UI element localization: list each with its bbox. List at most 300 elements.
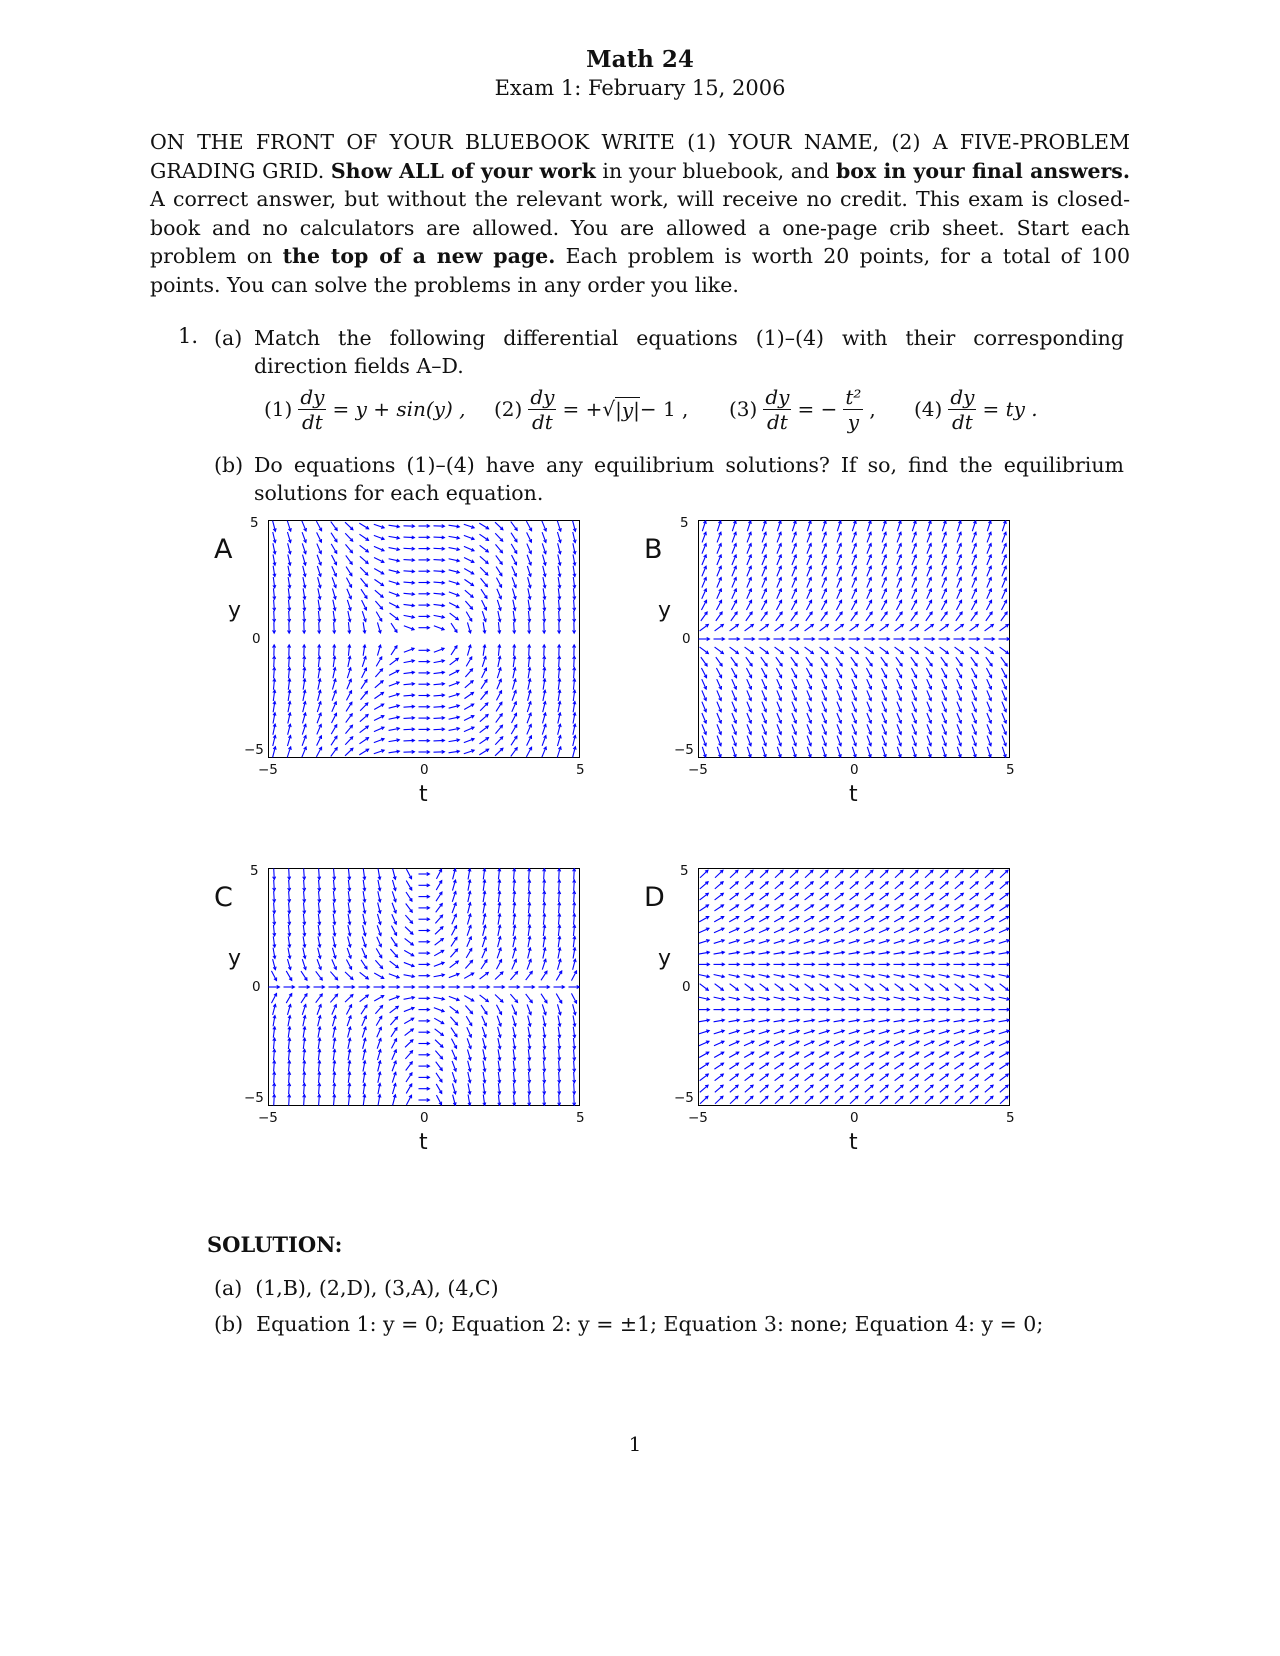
field-arrow <box>419 929 430 932</box>
field-arrow <box>419 1031 430 1034</box>
field-arrow <box>819 1008 830 1011</box>
field-arrow <box>804 1052 814 1057</box>
field-arrow <box>941 600 946 610</box>
field-arrow <box>389 525 400 528</box>
field-arrow <box>468 880 471 891</box>
field-arrow <box>744 917 754 922</box>
field-arrow <box>971 600 976 610</box>
field-arrow <box>348 645 351 656</box>
field-arrow <box>836 668 841 678</box>
field-arrow <box>762 521 766 531</box>
field-arrow <box>498 1038 501 1049</box>
field-arrow <box>480 972 489 979</box>
field-arrow <box>451 623 457 632</box>
field-arrow <box>362 656 366 666</box>
field-arrow <box>573 925 576 936</box>
field-arrow <box>894 1063 903 1069</box>
field-arrow <box>882 713 887 723</box>
field-arrow <box>774 1041 784 1046</box>
field-arrow <box>468 1072 471 1083</box>
field-arrow <box>895 882 903 889</box>
field-arrow <box>527 544 532 554</box>
field-arrow <box>392 1061 396 1071</box>
field-arrow <box>303 925 306 936</box>
field-arrow <box>273 1015 276 1026</box>
field-arrow <box>543 577 546 588</box>
field-arrow <box>496 691 501 701</box>
field-arrow <box>927 702 932 712</box>
field-arrow <box>822 555 827 565</box>
field-arrow <box>897 747 901 757</box>
field-arrow <box>864 1041 874 1046</box>
field-arrow <box>714 963 725 966</box>
field-arrow <box>318 600 321 611</box>
field-arrow <box>303 902 306 913</box>
field-arrow <box>404 950 414 955</box>
field-arrow <box>573 713 576 724</box>
field-arrow <box>389 739 400 742</box>
instructions-text-2: in your bluebook, and <box>595 158 836 183</box>
field-arrow <box>804 997 815 1000</box>
field-arrow <box>702 747 706 757</box>
field-arrow <box>436 892 442 901</box>
field-arrow <box>925 1074 934 1081</box>
field-arrow <box>762 544 766 554</box>
field-arrow <box>273 600 276 611</box>
field-arrow <box>806 600 811 610</box>
field-arrow <box>1000 984 1009 991</box>
x-tick-left: −5 <box>688 1110 708 1126</box>
field-arrow <box>747 679 752 689</box>
field-arrow <box>954 1030 964 1034</box>
field-arrow <box>987 544 991 554</box>
field-arrow <box>464 568 474 573</box>
field-arrow <box>762 555 767 565</box>
field-arrow <box>715 624 724 631</box>
field-arrow <box>347 668 351 678</box>
field-arrow <box>543 645 546 656</box>
field-arrow <box>865 647 874 654</box>
field-arrow <box>362 600 367 610</box>
field-arrow <box>288 1095 291 1106</box>
field-arrow <box>819 951 830 954</box>
field-arrow <box>954 1019 965 1022</box>
field-arrow <box>404 962 414 966</box>
field-arrow <box>746 612 752 621</box>
field-arrow <box>759 1019 770 1022</box>
field-arrow <box>790 882 798 889</box>
equation-3-derivative <box>763 385 791 434</box>
field-arrow <box>807 555 812 565</box>
field-arrow <box>542 713 546 724</box>
field-arrow <box>348 1083 351 1094</box>
field-arrow <box>273 891 276 902</box>
field-arrow <box>543 891 546 902</box>
field-arrow <box>776 612 782 621</box>
field-arrow <box>558 1072 561 1083</box>
field-arrow <box>745 1085 753 1092</box>
field-arrow <box>762 589 767 599</box>
part-a-text: Match the following differential equations (1)–(4) with their corresponding direction fields A–D. <box>254 326 1124 378</box>
field-arrow <box>896 612 902 621</box>
field-arrow <box>985 624 994 631</box>
equation-3-num: dy <box>765 384 790 409</box>
field-arrow <box>333 668 336 679</box>
field-arrow <box>970 1096 978 1104</box>
field-arrow <box>852 702 857 712</box>
field-arrow <box>404 660 415 663</box>
field-arrow <box>837 532 841 542</box>
field-arrow <box>389 592 399 596</box>
field-arrow <box>954 928 964 933</box>
field-arrow <box>717 679 722 689</box>
field-arrow <box>714 1019 725 1022</box>
field-arrow <box>791 600 796 610</box>
field-arrow <box>483 914 486 925</box>
field-arrow <box>317 532 322 542</box>
field-arrow <box>867 544 871 554</box>
field-arrow <box>288 667 291 678</box>
equation-2 <box>494 377 688 441</box>
field-arrow <box>927 555 932 565</box>
field-arrow <box>699 1052 709 1057</box>
field-arrow <box>288 1027 291 1038</box>
field-arrow <box>391 937 397 946</box>
field-arrow <box>573 679 576 690</box>
field-arrow <box>374 996 384 1001</box>
field-arrow <box>449 603 459 608</box>
field-arrow <box>494 985 505 988</box>
field-arrow <box>419 1042 430 1045</box>
field-arrow <box>879 637 890 640</box>
field-arrow <box>483 622 486 633</box>
field-arrow <box>717 713 722 723</box>
field-arrow <box>969 905 978 911</box>
field-arrow <box>969 1008 980 1011</box>
field-arrow <box>717 577 722 587</box>
field-arrow <box>558 724 562 735</box>
field-arrow <box>805 647 814 654</box>
field-arrow <box>542 747 547 757</box>
field-arrow <box>480 703 488 711</box>
field-arrow <box>303 656 306 667</box>
field-arrow <box>805 1085 813 1092</box>
field-arrow <box>317 566 321 576</box>
field-arrow <box>434 671 445 674</box>
field-arrow <box>434 950 444 955</box>
problem-part-a <box>214 324 1130 380</box>
field-arrow <box>302 959 306 969</box>
field-arrow <box>987 747 991 757</box>
field-arrow <box>774 951 785 954</box>
field-arrow <box>984 1030 994 1034</box>
field-arrow <box>374 973 384 978</box>
x-tick-left: −5 <box>258 762 278 778</box>
instructions-bold-2: box in your final answers. <box>835 158 1130 183</box>
field-arrow <box>558 880 561 891</box>
field-arrow <box>1001 600 1006 610</box>
field-arrow <box>419 1008 430 1011</box>
field-arrow <box>957 521 961 531</box>
field-arrow <box>434 682 445 685</box>
field-arrow <box>573 667 576 678</box>
field-arrow <box>512 589 516 600</box>
field-arrow <box>345 544 352 552</box>
y-tick-top: 5 <box>680 515 689 531</box>
field-arrow <box>419 1076 430 1079</box>
field-arrow <box>759 963 770 966</box>
field-arrow <box>716 657 722 666</box>
field-arrow <box>957 736 961 746</box>
field-arrow <box>969 637 980 640</box>
field-arrow <box>745 893 754 900</box>
field-arrow <box>879 1041 889 1046</box>
field-arrow <box>894 1041 904 1046</box>
field-arrow <box>528 1061 531 1072</box>
field-arrow <box>466 948 472 958</box>
field-arrow <box>836 600 841 610</box>
field-arrow <box>924 1030 934 1034</box>
field-arrow <box>987 577 992 587</box>
panel-label-d: D <box>644 882 665 913</box>
field-arrow <box>511 544 517 554</box>
field-arrow <box>852 532 856 542</box>
field-arrow <box>419 581 430 584</box>
field-arrow <box>866 612 872 621</box>
field-arrow <box>971 668 976 678</box>
field-arrow <box>909 1063 918 1069</box>
field-arrow <box>450 1006 459 1013</box>
field-arrow <box>404 615 415 618</box>
field-arrow <box>449 985 460 988</box>
field-arrow <box>925 1085 933 1092</box>
field-arrow <box>985 984 994 991</box>
field-arrow <box>865 1085 873 1092</box>
field-arrow <box>348 1061 351 1072</box>
field-arrow <box>451 937 457 946</box>
field-arrow <box>882 566 887 576</box>
field-arrow <box>348 914 351 925</box>
field-arrow <box>360 556 368 563</box>
field-arrow <box>717 724 721 734</box>
field-arrow <box>942 713 947 723</box>
field-arrow <box>363 1095 366 1106</box>
field-arrow <box>834 1063 843 1069</box>
field-arrow <box>528 902 531 913</box>
field-arrow <box>879 975 890 978</box>
field-arrow <box>363 1072 366 1083</box>
field-arrow <box>717 702 722 712</box>
field-arrow <box>971 612 977 621</box>
field-arrow <box>288 679 291 690</box>
field-arrow <box>360 545 369 552</box>
field-arrow <box>392 1072 396 1082</box>
field-arrow <box>434 750 445 753</box>
field-arrow <box>406 1062 413 1071</box>
field-arrow <box>939 940 949 944</box>
field-arrow <box>909 1019 920 1022</box>
field-arrow <box>969 917 979 922</box>
field-arrow <box>450 613 459 620</box>
field-arrow <box>702 713 707 723</box>
field-arrow <box>837 724 841 734</box>
field-arrow <box>819 637 830 640</box>
field-arrow <box>714 1030 724 1034</box>
field-arrow <box>924 951 935 954</box>
field-arrow <box>745 1074 754 1081</box>
field-arrow <box>528 611 531 622</box>
field-arrow <box>942 544 946 554</box>
field-arrow <box>345 972 353 980</box>
field-arrow <box>984 975 995 978</box>
field-arrow <box>479 534 488 540</box>
field-arrow <box>954 1052 964 1057</box>
field-arrow <box>573 936 576 947</box>
field-arrow <box>558 577 561 588</box>
field-arrow <box>434 547 445 550</box>
field-arrow <box>777 713 782 723</box>
field-arrow <box>699 997 710 1000</box>
field-arrow <box>391 1028 397 1037</box>
field-arrow <box>495 544 502 552</box>
field-arrow <box>359 523 368 529</box>
field-arrow <box>849 1052 859 1057</box>
field-arrow <box>495 725 502 733</box>
field-arrow <box>273 902 276 913</box>
field-arrow <box>834 905 843 911</box>
field-arrow <box>303 622 306 633</box>
field-arrow <box>970 1074 979 1081</box>
field-arrow <box>558 914 561 925</box>
field-arrow <box>301 994 307 1003</box>
field-arrow <box>436 881 442 891</box>
field-arrow <box>939 1041 949 1046</box>
field-arrow <box>318 902 321 913</box>
field-arrow <box>287 959 291 970</box>
field-arrow <box>852 679 857 689</box>
field-arrow <box>775 647 784 654</box>
field-arrow <box>939 928 949 933</box>
field-arrow <box>849 1008 860 1011</box>
field-arrow <box>333 656 336 667</box>
field-arrow <box>956 600 961 610</box>
field-arrow <box>880 1096 888 1104</box>
field-arrow <box>558 869 561 880</box>
field-arrow <box>481 960 487 969</box>
field-arrow <box>318 925 321 936</box>
field-arrow <box>483 1083 486 1094</box>
field-arrow <box>288 566 291 577</box>
field-arrow <box>419 615 430 618</box>
field-arrow <box>573 914 576 925</box>
field-arrow <box>390 1017 397 1025</box>
field-arrow <box>554 985 565 988</box>
field-arrow <box>466 1016 472 1026</box>
field-arrow <box>528 588 531 599</box>
field-arrow <box>835 1085 843 1092</box>
field-arrow <box>819 1019 830 1022</box>
field-arrow <box>333 869 336 880</box>
field-arrow <box>465 960 472 968</box>
field-arrow <box>573 1027 576 1038</box>
field-arrow <box>288 1083 291 1094</box>
field-arrow <box>746 600 751 610</box>
field-arrow <box>790 893 799 900</box>
field-arrow <box>390 961 399 968</box>
field-arrow <box>419 750 430 753</box>
field-arrow <box>483 880 486 891</box>
field-arrow <box>879 997 890 1000</box>
field-arrow <box>434 660 445 663</box>
field-arrow <box>865 893 874 900</box>
field-arrow <box>495 737 503 745</box>
field-arrow <box>449 525 460 528</box>
field-arrow <box>346 567 352 576</box>
field-arrow <box>452 1083 456 1094</box>
field-arrow <box>804 975 815 978</box>
field-arrow <box>972 555 977 565</box>
field-arrow <box>449 727 460 730</box>
x-tick-right: 5 <box>576 762 585 778</box>
field-arrow <box>573 566 576 577</box>
field-arrow <box>512 713 517 723</box>
field-arrow <box>805 1074 814 1081</box>
field-arrow <box>452 880 456 891</box>
field-arrow <box>528 869 531 880</box>
field-arrow <box>288 948 291 959</box>
field-arrow <box>925 882 933 889</box>
field-arrow <box>288 690 291 701</box>
field-arrow <box>761 668 766 678</box>
field-arrow <box>543 679 546 690</box>
x-tick-right: 5 <box>1006 762 1015 778</box>
field-arrow <box>375 669 382 677</box>
field-arrow <box>389 716 400 719</box>
field-arrow <box>374 535 384 539</box>
field-arrow <box>744 1008 755 1011</box>
field-arrow <box>790 870 798 878</box>
field-arrow <box>449 559 460 562</box>
field-arrow <box>999 975 1010 978</box>
field-arrow <box>954 905 963 911</box>
field-arrow <box>819 975 830 978</box>
field-arrow <box>850 882 858 889</box>
field-arrow <box>273 1038 276 1049</box>
field-arrow <box>926 668 931 678</box>
field-arrow <box>513 1038 516 1049</box>
field-arrow <box>391 926 396 936</box>
field-arrow <box>894 637 905 640</box>
field-arrow <box>837 566 842 576</box>
field-arrow <box>303 588 306 599</box>
field-arrow <box>730 893 739 900</box>
field-arrow <box>807 679 812 689</box>
field-arrow <box>333 914 336 925</box>
field-arrow <box>452 1061 456 1071</box>
field-arrow <box>807 690 812 700</box>
field-arrow <box>468 1061 471 1072</box>
field-arrow <box>389 705 400 709</box>
field-arrow <box>777 566 782 576</box>
field-arrow <box>834 928 844 933</box>
field-arrow <box>851 600 856 610</box>
field-arrow <box>911 600 916 610</box>
field-arrow <box>496 702 502 711</box>
field-arrow <box>909 1008 920 1011</box>
field-arrow <box>984 997 995 1000</box>
field-arrow <box>419 884 430 887</box>
field-arrow <box>464 579 473 585</box>
